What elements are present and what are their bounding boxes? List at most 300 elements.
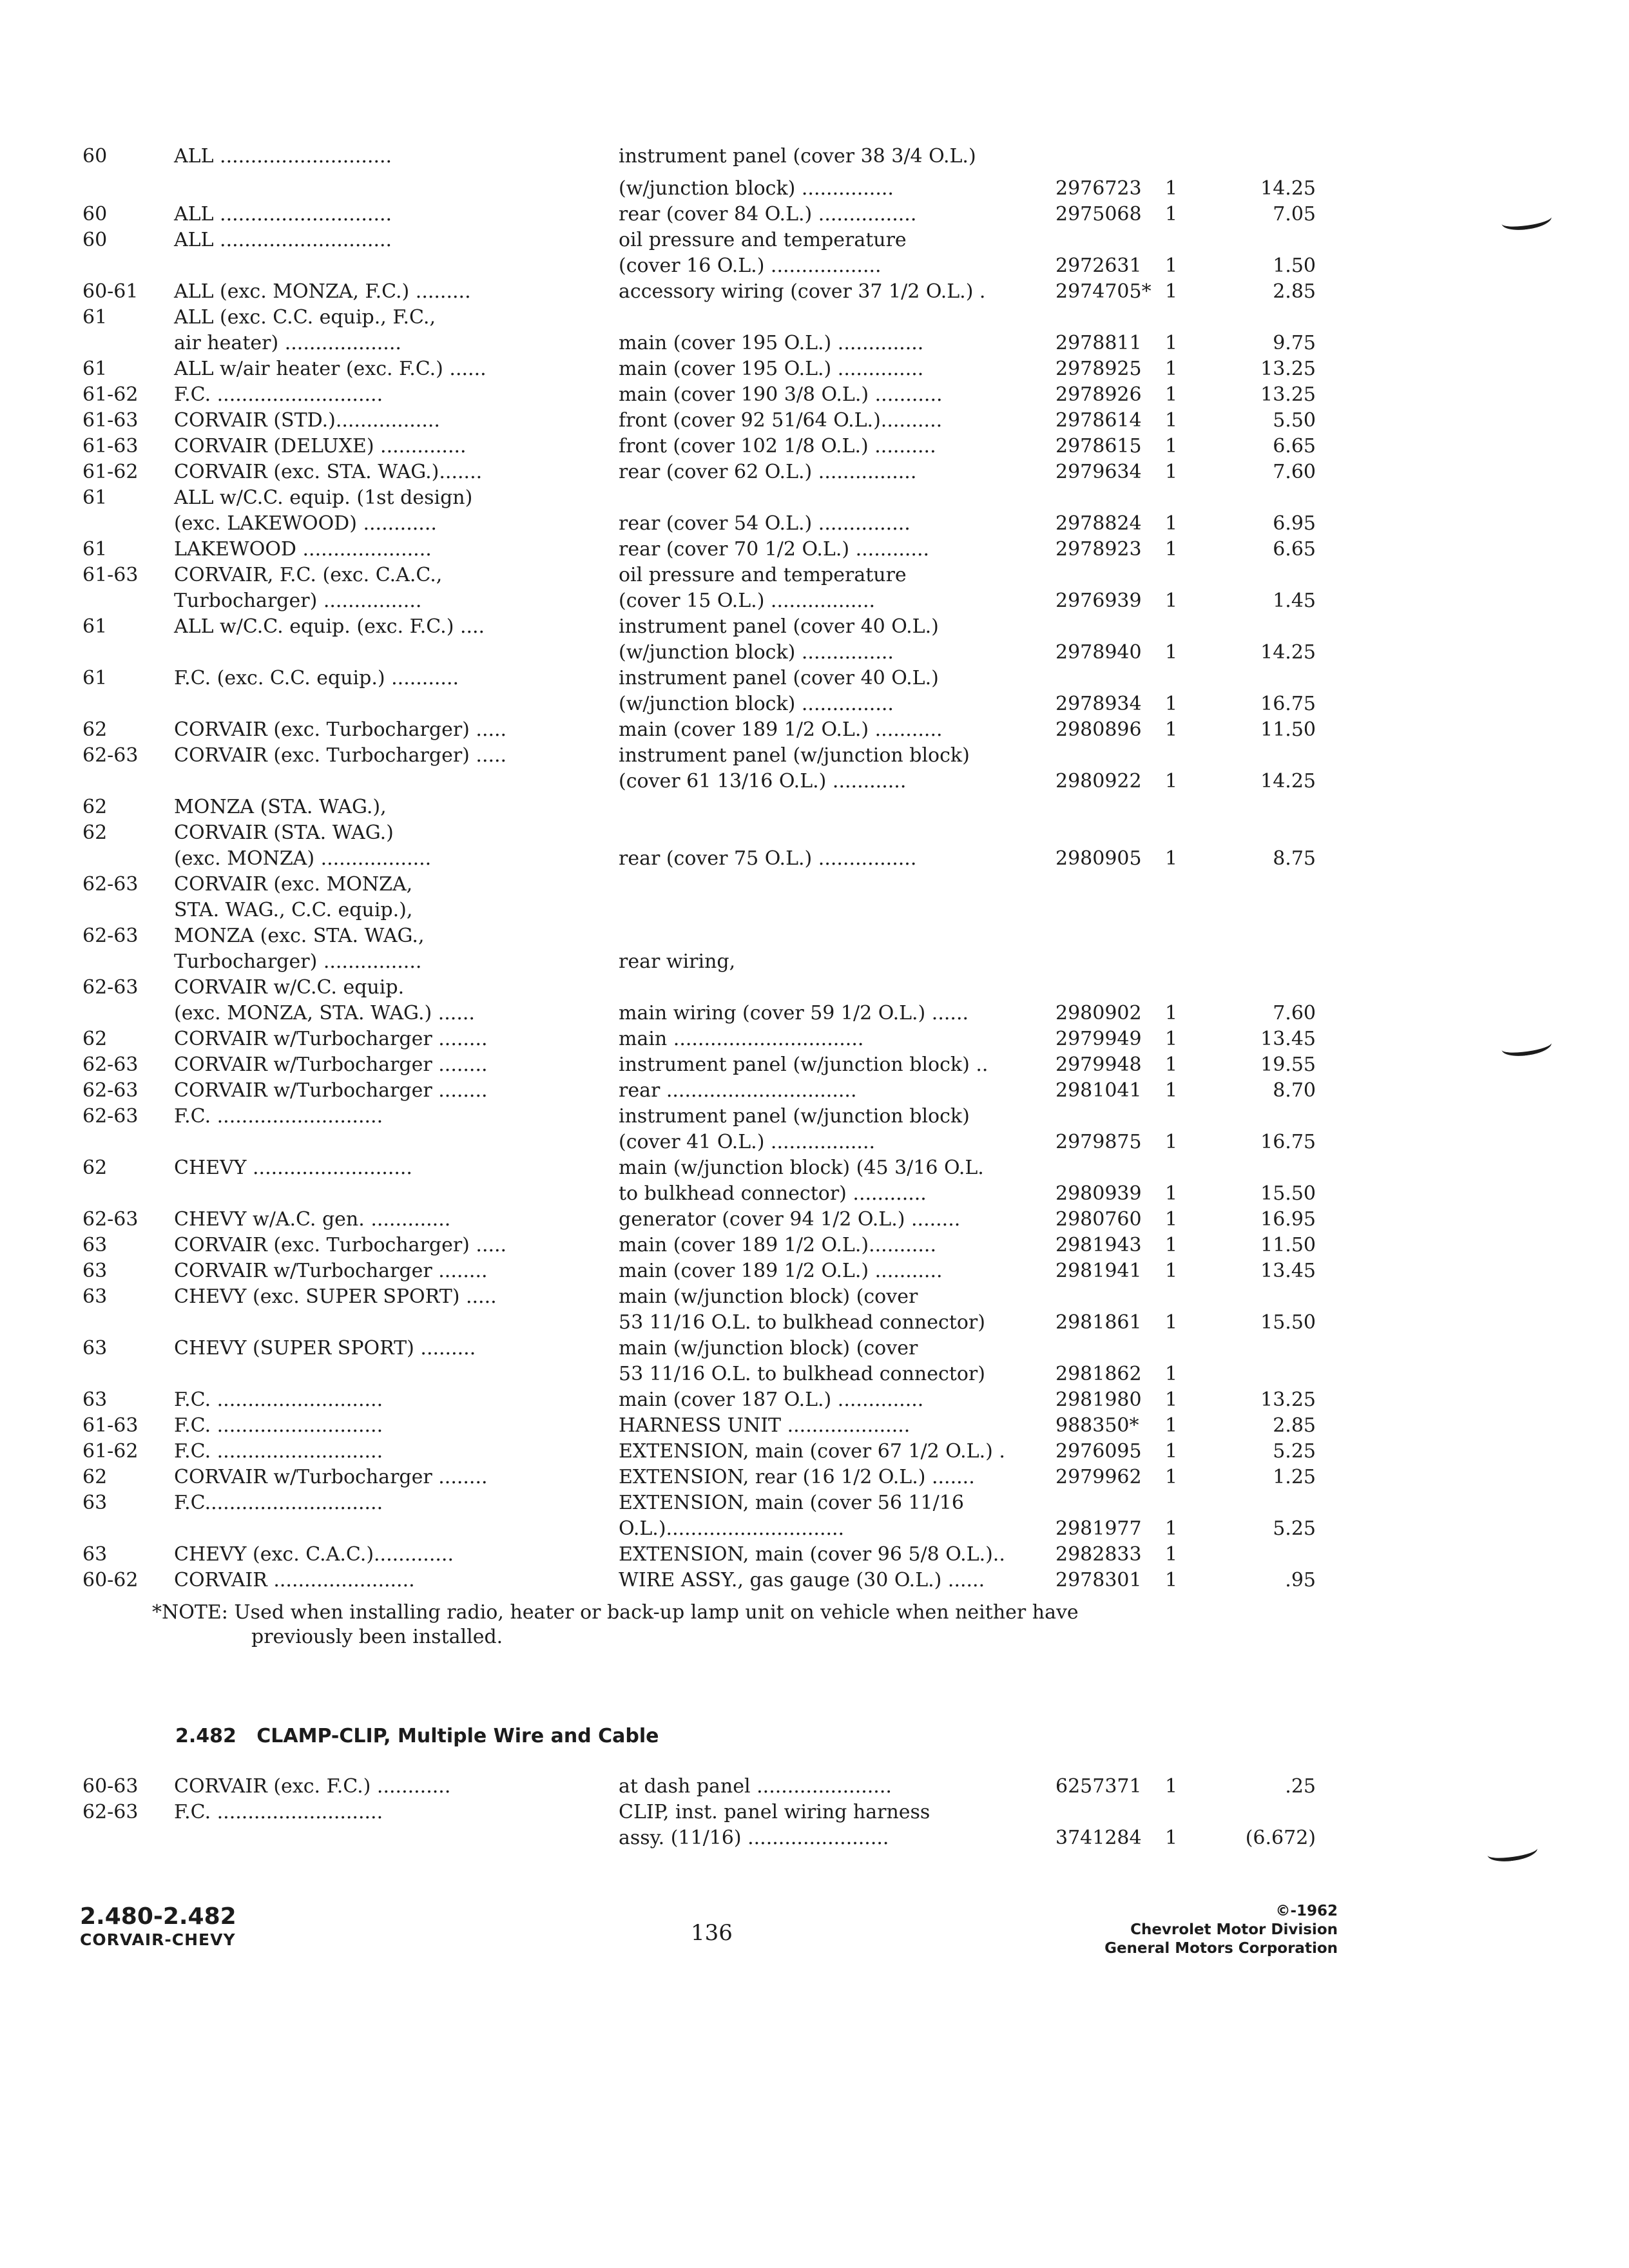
- model-cell: F.C. (exc. C.C. equip.) ...........: [174, 667, 459, 689]
- quantity-cell: 1: [1165, 1543, 1178, 1566]
- model-cell: ALL w/C.C. equip. (1st design): [174, 486, 473, 509]
- model-cell: CORVAIR (exc. Turbocharger) .....: [174, 1234, 507, 1256]
- model-cell: F.C. ...........................: [174, 383, 383, 406]
- quantity-cell: 1: [1165, 1079, 1178, 1102]
- table-row: [0, 1129, 1629, 1155]
- model-cell: CORVAIR (exc. STA. WAG.).......: [174, 461, 483, 483]
- part-number-cell: 2979875: [1055, 1131, 1142, 1153]
- model-cell: Turbocharger) ................: [174, 590, 422, 612]
- description-cell: main (cover 189 1/2 O.L.)...........: [619, 1234, 936, 1256]
- part-number-cell: 2978934: [1055, 693, 1142, 715]
- model-cell: CORVAIR (exc. MONZA,: [174, 873, 413, 896]
- part-number-cell: 2978926: [1055, 383, 1142, 406]
- table-row: [0, 253, 1629, 279]
- description-cell: (cover 16 O.L.) ..................: [619, 255, 882, 277]
- description-cell: at dash panel ......................: [619, 1775, 892, 1798]
- price-cell: 2.85: [1273, 1414, 1316, 1437]
- model-cell: CORVAIR (STA. WAG.): [174, 822, 394, 844]
- footnote-line-1: *NOTE: Used when installing radio, heater or back-up lamp unit on vehicle when neither have: [152, 1601, 1079, 1624]
- year-cell: 60-61: [82, 280, 139, 303]
- year-cell: 62-63: [82, 873, 139, 896]
- price-cell: 16.75: [1260, 693, 1316, 715]
- description-cell: main (cover 189 1/2 O.L.) ...........: [619, 1260, 943, 1282]
- quantity-cell: 1: [1165, 435, 1178, 457]
- description-cell: instrument panel (cover 40 O.L.): [619, 667, 939, 689]
- description-cell: (cover 15 O.L.) .................: [619, 590, 876, 612]
- description-cell: front (cover 102 1/8 O.L.) ..........: [619, 435, 936, 457]
- model-cell: CORVAIR w/Turbocharger ........: [174, 1028, 488, 1050]
- quantity-cell: 1: [1165, 1002, 1178, 1024]
- table-row: [0, 666, 1629, 691]
- description-cell: oil pressure and temperature: [619, 564, 907, 586]
- year-cell: 62-63: [82, 1079, 139, 1102]
- table-row: [0, 846, 1629, 872]
- description-cell: rear (cover 62 O.L.) ................: [619, 461, 917, 483]
- table-row: [0, 820, 1629, 846]
- quantity-cell: 1: [1165, 280, 1178, 303]
- price-cell: 6.65: [1273, 435, 1316, 457]
- footer-left: [80, 1903, 236, 1949]
- model-cell: ALL w/air heater (exc. F.C.) ......: [174, 358, 487, 380]
- model-cell: Turbocharger) ................: [174, 950, 422, 973]
- section-title: CLAMP-CLIP, Multiple Wire and Cable: [256, 1725, 659, 1747]
- description-cell: rear ...............................: [619, 1079, 857, 1102]
- part-number-cell: 2978923: [1055, 538, 1142, 561]
- price-cell: 16.75: [1260, 1131, 1316, 1153]
- year-cell: 62: [82, 1466, 108, 1488]
- quantity-cell: 1: [1165, 1363, 1178, 1385]
- table-row: [0, 202, 1629, 227]
- footer-subtitle: CORVAIR-CHEVY: [80, 1930, 236, 1949]
- table-row: [0, 1516, 1629, 1542]
- model-cell: F.C. ...........................: [174, 1440, 383, 1463]
- table-row: [0, 1207, 1629, 1233]
- table-row: [0, 331, 1629, 356]
- description-cell: CLIP, inst. panel wiring harness: [619, 1801, 930, 1823]
- year-cell: 62-63: [82, 744, 139, 767]
- model-cell: CORVAIR (exc. Turbocharger) .....: [174, 718, 507, 741]
- year-cell: 60: [82, 229, 108, 251]
- description-cell: (cover 41 O.L.) .................: [619, 1131, 876, 1153]
- table-row: [0, 769, 1629, 794]
- description-cell: HARNESS UNIT ....................: [619, 1414, 911, 1437]
- part-number-cell: 2980896: [1055, 718, 1142, 741]
- year-cell: 63: [82, 1285, 108, 1308]
- table-row: [0, 923, 1629, 949]
- table-row: [0, 485, 1629, 511]
- table-row: [0, 743, 1629, 769]
- quantity-cell: 1: [1165, 383, 1178, 406]
- year-cell: 60-63: [82, 1775, 139, 1798]
- description-cell: main (w/junction block) (cover: [619, 1337, 918, 1360]
- description-cell: 53 11/16 O.L. to bulkhead connector): [619, 1311, 985, 1334]
- description-cell: main (cover 189 1/2 O.L.) ...........: [619, 718, 943, 741]
- table-row: [0, 1361, 1629, 1387]
- year-cell: 62-63: [82, 925, 139, 947]
- description-cell: EXTENSION, main (cover 56 11/16: [619, 1492, 964, 1514]
- quantity-cell: 1: [1165, 1414, 1178, 1437]
- table-row: [0, 1774, 1629, 1800]
- price-cell: 13.25: [1260, 383, 1316, 406]
- price-cell: 1.50: [1273, 255, 1316, 277]
- price-cell: 14.25: [1260, 641, 1316, 664]
- model-cell: ALL ............................: [174, 203, 392, 226]
- model-cell: CORVAIR, F.C. (exc. C.A.C.,: [174, 564, 443, 586]
- year-cell: 61-62: [82, 383, 139, 406]
- year-cell: 63: [82, 1337, 108, 1360]
- table-row: [0, 537, 1629, 562]
- quantity-cell: 1: [1165, 1208, 1178, 1231]
- table-row: [0, 1542, 1629, 1568]
- model-cell: (exc. MONZA, STA. WAG.) ......: [174, 1002, 475, 1024]
- description-cell: EXTENSION, main (cover 67 1/2 O.L.) .: [619, 1440, 1005, 1463]
- part-number-cell: 2979634: [1055, 461, 1142, 483]
- description-cell: front (cover 92 51/64 O.L.)..........: [619, 409, 943, 432]
- year-cell: 62-63: [82, 1105, 139, 1128]
- price-cell: .25: [1285, 1775, 1316, 1798]
- model-cell: CORVAIR w/Turbocharger ........: [174, 1260, 488, 1282]
- table-row: [0, 949, 1629, 975]
- description-cell: main wiring (cover 59 1/2 O.L.) ......: [619, 1002, 969, 1024]
- quantity-cell: 1: [1165, 1131, 1178, 1153]
- year-cell: 62-63: [82, 1801, 139, 1823]
- year-cell: 62: [82, 796, 108, 818]
- price-cell: 8.75: [1273, 847, 1316, 870]
- part-number-cell: 2974705*: [1055, 280, 1152, 303]
- description-cell: (w/junction block) ...............: [619, 177, 894, 200]
- table-row: [0, 1052, 1629, 1078]
- page-number: 136: [691, 1920, 733, 1946]
- year-cell: 60: [82, 203, 108, 226]
- price-cell: .95: [1285, 1569, 1316, 1591]
- year-cell: 63: [82, 1389, 108, 1411]
- year-cell: 61: [82, 615, 108, 638]
- year-cell: 61-63: [82, 564, 139, 586]
- year-cell: 61-63: [82, 1414, 139, 1437]
- table-row: [0, 562, 1629, 588]
- table-row: [0, 176, 1629, 202]
- part-number-cell: 3741284: [1055, 1827, 1142, 1849]
- model-cell: ALL (exc. MONZA, F.C.) .........: [174, 280, 471, 303]
- footer-section-code: 2.480-2.482: [80, 1903, 236, 1930]
- model-cell: CORVAIR w/C.C. equip.: [174, 976, 405, 999]
- year-cell: 62: [82, 718, 108, 741]
- price-cell: 5.50: [1273, 409, 1316, 432]
- price-cell: 16.95: [1260, 1208, 1316, 1231]
- model-cell: F.C. ...........................: [174, 1414, 383, 1437]
- quantity-cell: 1: [1165, 1260, 1178, 1282]
- table-row: [0, 511, 1629, 537]
- table-row: [0, 794, 1629, 820]
- model-cell: (exc. MONZA) ..................: [174, 847, 432, 870]
- part-number-cell: 2978925: [1055, 358, 1142, 380]
- description-cell: O.L.).............................: [619, 1517, 845, 1540]
- description-cell: to bulkhead connector) ............: [619, 1182, 927, 1205]
- year-cell: 63: [82, 1260, 108, 1282]
- table-row: [0, 144, 1629, 169]
- footnote-line-2: previously been installed.: [251, 1626, 503, 1648]
- part-number-cell: 2981041: [1055, 1079, 1142, 1102]
- table-row: [0, 227, 1629, 253]
- part-number-cell: 2980922: [1055, 770, 1142, 793]
- description-cell: instrument panel (w/junction block): [619, 1105, 970, 1128]
- table-row: [0, 1825, 1629, 1851]
- part-number-cell: 2978811: [1055, 332, 1142, 354]
- model-cell: ALL ............................: [174, 145, 392, 168]
- quantity-cell: 1: [1165, 512, 1178, 535]
- price-cell: 15.50: [1260, 1182, 1316, 1205]
- part-number-cell: 2981861: [1055, 1311, 1142, 1334]
- part-number-cell: 2980905: [1055, 847, 1142, 870]
- table-row: [0, 434, 1629, 459]
- price-cell: 13.45: [1260, 1260, 1316, 1282]
- quantity-cell: 1: [1165, 590, 1178, 612]
- description-cell: main (w/junction block) (45 3/16 O.L.: [619, 1157, 984, 1179]
- table-row: [0, 614, 1629, 640]
- price-cell: 11.50: [1260, 1234, 1316, 1256]
- model-cell: CORVAIR (DELUXE) ..............: [174, 435, 467, 457]
- price-cell: 14.25: [1260, 770, 1316, 793]
- part-number-cell: 2978940: [1055, 641, 1142, 664]
- description-cell: instrument panel (w/junction block): [619, 744, 970, 767]
- description-cell: main (cover 195 O.L.) ..............: [619, 358, 924, 380]
- table-row: [0, 1465, 1629, 1490]
- price-cell: 15.50: [1260, 1311, 1316, 1334]
- quantity-cell: 1: [1165, 203, 1178, 226]
- part-number-cell: 2976095: [1055, 1440, 1142, 1463]
- part-number-cell: 2980939: [1055, 1182, 1142, 1205]
- description-cell: rear (cover 70 1/2 O.L.) ............: [619, 538, 930, 561]
- year-cell: 63: [82, 1543, 108, 1566]
- price-cell: 9.75: [1273, 332, 1316, 354]
- description-cell: instrument panel (w/junction block) ..: [619, 1053, 988, 1076]
- year-cell: 62: [82, 822, 108, 844]
- description-cell: 53 11/16 O.L. to bulkhead connector): [619, 1363, 985, 1385]
- price-cell: 5.25: [1273, 1517, 1316, 1540]
- model-cell: (exc. LAKEWOOD) ............: [174, 512, 437, 535]
- price-cell: 7.60: [1273, 461, 1316, 483]
- footer-right: [1104, 1902, 1338, 1958]
- quantity-cell: 1: [1165, 770, 1178, 793]
- table-row: [0, 640, 1629, 666]
- table-row: [0, 898, 1629, 923]
- year-cell: 60: [82, 145, 108, 168]
- section-number: 2.482: [175, 1725, 236, 1747]
- description-cell: main (cover 195 O.L.) ..............: [619, 332, 924, 354]
- section-heading: [175, 1725, 659, 1747]
- quantity-cell: 1: [1165, 1827, 1178, 1849]
- table-row: [0, 408, 1629, 434]
- quantity-cell: 1: [1165, 693, 1178, 715]
- model-cell: F.C. ...........................: [174, 1389, 383, 1411]
- part-number-cell: 2978824: [1055, 512, 1142, 535]
- table-row: [0, 1104, 1629, 1129]
- part-number-cell: 2972631: [1055, 255, 1142, 277]
- year-cell: 62-63: [82, 1208, 139, 1231]
- description-cell: rear (cover 54 O.L.) ...............: [619, 512, 911, 535]
- model-cell: MONZA (exc. STA. WAG.,: [174, 925, 425, 947]
- description-cell: generator (cover 94 1/2 O.L.) ........: [619, 1208, 961, 1231]
- part-number-cell: 2980902: [1055, 1002, 1142, 1024]
- model-cell: STA. WAG., C.C. equip.),: [174, 899, 413, 921]
- description-cell: rear (cover 84 O.L.) ................: [619, 203, 917, 226]
- table-row: [0, 1001, 1629, 1026]
- table-row: [0, 1387, 1629, 1413]
- quantity-cell: 1: [1165, 718, 1178, 741]
- year-cell: 62: [82, 1028, 108, 1050]
- part-number-cell: 2982833: [1055, 1543, 1142, 1566]
- table-row: [0, 1181, 1629, 1207]
- year-cell: 61: [82, 486, 108, 509]
- table-row: [0, 1568, 1629, 1593]
- table-row: [0, 717, 1629, 743]
- table-row: [0, 1155, 1629, 1181]
- model-cell: F.C. ...........................: [174, 1105, 383, 1128]
- quantity-cell: 1: [1165, 461, 1178, 483]
- quantity-cell: 1: [1165, 1311, 1178, 1334]
- quantity-cell: 1: [1165, 1028, 1178, 1050]
- table-row: [0, 356, 1629, 382]
- part-number-cell: 2976939: [1055, 590, 1142, 612]
- model-cell: ALL ............................: [174, 229, 392, 251]
- price-cell: 7.60: [1273, 1002, 1316, 1024]
- description-cell: main (cover 190 3/8 O.L.) ...........: [619, 383, 943, 406]
- year-cell: 62: [82, 1157, 108, 1179]
- quantity-cell: 1: [1165, 332, 1178, 354]
- model-cell: CORVAIR w/Turbocharger ........: [174, 1466, 488, 1488]
- part-number-cell: 2979949: [1055, 1028, 1142, 1050]
- table-row: [0, 1078, 1629, 1104]
- model-cell: LAKEWOOD .....................: [174, 538, 432, 561]
- model-cell: CORVAIR w/Turbocharger ........: [174, 1053, 488, 1076]
- table-row: [0, 305, 1629, 331]
- quantity-cell: 1: [1165, 1569, 1178, 1591]
- part-number-cell: 2979962: [1055, 1466, 1142, 1488]
- price-cell: 11.50: [1260, 718, 1316, 741]
- quantity-cell: 1: [1165, 1182, 1178, 1205]
- table-row: [0, 1336, 1629, 1361]
- description-cell: (w/junction block) ...............: [619, 641, 894, 664]
- model-cell: air heater) ...................: [174, 332, 401, 354]
- description-cell: WIRE ASSY., gas gauge (30 O.L.) ......: [619, 1569, 985, 1591]
- description-cell: (w/junction block) ...............: [619, 693, 894, 715]
- table-row: [0, 691, 1629, 717]
- year-cell: 61: [82, 358, 108, 380]
- year-cell: 60-62: [82, 1569, 139, 1591]
- price-cell: 6.65: [1273, 538, 1316, 561]
- quantity-cell: 1: [1165, 1234, 1178, 1256]
- table-row: [0, 1026, 1629, 1052]
- model-cell: ALL w/C.C. equip. (exc. F.C.) ....: [174, 615, 485, 638]
- year-cell: 61: [82, 538, 108, 561]
- table-row: [0, 588, 1629, 614]
- model-cell: CHEVY w/A.C. gen. .............: [174, 1208, 451, 1231]
- description-cell: instrument panel (cover 38 3/4 O.L.): [619, 145, 976, 168]
- part-number-cell: 2981862: [1055, 1363, 1142, 1385]
- description-cell: (cover 61 13/16 O.L.) ............: [619, 770, 907, 793]
- model-cell: MONZA (STA. WAG.),: [174, 796, 387, 818]
- quantity-cell: 1: [1165, 538, 1178, 561]
- description-cell: main ...............................: [619, 1028, 864, 1050]
- model-cell: ALL (exc. C.C. equip., F.C.,: [174, 306, 436, 329]
- copyright: ©-1962: [1275, 1903, 1338, 1919]
- description-cell: accessory wiring (cover 37 1/2 O.L.) .: [619, 280, 986, 303]
- table-row: [0, 382, 1629, 408]
- quantity-cell: 1: [1165, 641, 1178, 664]
- table-row: [0, 1439, 1629, 1465]
- description-cell: instrument panel (cover 40 O.L.): [619, 615, 939, 638]
- table-row: [0, 1800, 1629, 1825]
- quantity-cell: 1: [1165, 1389, 1178, 1411]
- year-cell: 62-63: [82, 1053, 139, 1076]
- year-cell: 61: [82, 667, 108, 689]
- table-row: [0, 279, 1629, 305]
- model-cell: CHEVY (exc. C.A.C.).............: [174, 1543, 454, 1566]
- price-cell: 1.45: [1273, 590, 1316, 612]
- price-cell: 13.25: [1260, 1389, 1316, 1411]
- table-row: [0, 459, 1629, 485]
- model-cell: CHEVY (exc. SUPER SPORT) .....: [174, 1285, 497, 1308]
- year-cell: 61-63: [82, 435, 139, 457]
- description-cell: EXTENSION, rear (16 1/2 O.L.) .......: [619, 1466, 975, 1488]
- price-cell: 1.25: [1273, 1466, 1316, 1488]
- year-cell: 61-63: [82, 409, 139, 432]
- price-cell: 8.70: [1273, 1079, 1316, 1102]
- table-row: [0, 1258, 1629, 1284]
- model-cell: CORVAIR (exc. F.C.) ............: [174, 1775, 451, 1798]
- part-number-cell: 6257371: [1055, 1775, 1142, 1798]
- model-cell: CHEVY (SUPER SPORT) .........: [174, 1337, 476, 1360]
- quantity-cell: 1: [1165, 1517, 1178, 1540]
- price-cell: 7.05: [1273, 203, 1316, 226]
- part-number-cell: 2979948: [1055, 1053, 1142, 1076]
- description-cell: main (w/junction block) (cover: [619, 1285, 918, 1308]
- part-number-cell: 2978615: [1055, 435, 1142, 457]
- price-cell: (6.672): [1245, 1827, 1316, 1849]
- quantity-cell: 1: [1165, 255, 1178, 277]
- price-cell: 13.45: [1260, 1028, 1316, 1050]
- part-number-cell: 2976723: [1055, 177, 1142, 200]
- quantity-cell: 1: [1165, 358, 1178, 380]
- quantity-cell: 1: [1165, 1466, 1178, 1488]
- quantity-cell: 1: [1165, 1053, 1178, 1076]
- model-cell: CORVAIR .......................: [174, 1569, 415, 1591]
- model-cell: CHEVY ..........................: [174, 1157, 412, 1179]
- table-row: [0, 1310, 1629, 1336]
- quantity-cell: 1: [1165, 1440, 1178, 1463]
- model-cell: CORVAIR (exc. Turbocharger) .....: [174, 744, 507, 767]
- part-number-cell: 2980760: [1055, 1208, 1142, 1231]
- quantity-cell: 1: [1165, 409, 1178, 432]
- year-cell: 63: [82, 1234, 108, 1256]
- price-cell: 6.95: [1273, 512, 1316, 535]
- model-cell: F.C.............................: [174, 1492, 383, 1514]
- year-cell: 61-62: [82, 1440, 139, 1463]
- model-cell: F.C. ...........................: [174, 1801, 383, 1823]
- table-row: [0, 1490, 1629, 1516]
- table-row: [0, 872, 1629, 898]
- model-cell: CORVAIR w/Turbocharger ........: [174, 1079, 488, 1102]
- description-cell: oil pressure and temperature: [619, 229, 907, 251]
- description-cell: main (cover 187 O.L.) ..............: [619, 1389, 924, 1411]
- price-cell: 13.25: [1260, 358, 1316, 380]
- quantity-cell: 1: [1165, 1775, 1178, 1798]
- table-row: [0, 975, 1629, 1001]
- year-cell: 63: [82, 1492, 108, 1514]
- table-row: [0, 1233, 1629, 1258]
- year-cell: 62-63: [82, 976, 139, 999]
- part-number-cell: 2978301: [1055, 1569, 1142, 1591]
